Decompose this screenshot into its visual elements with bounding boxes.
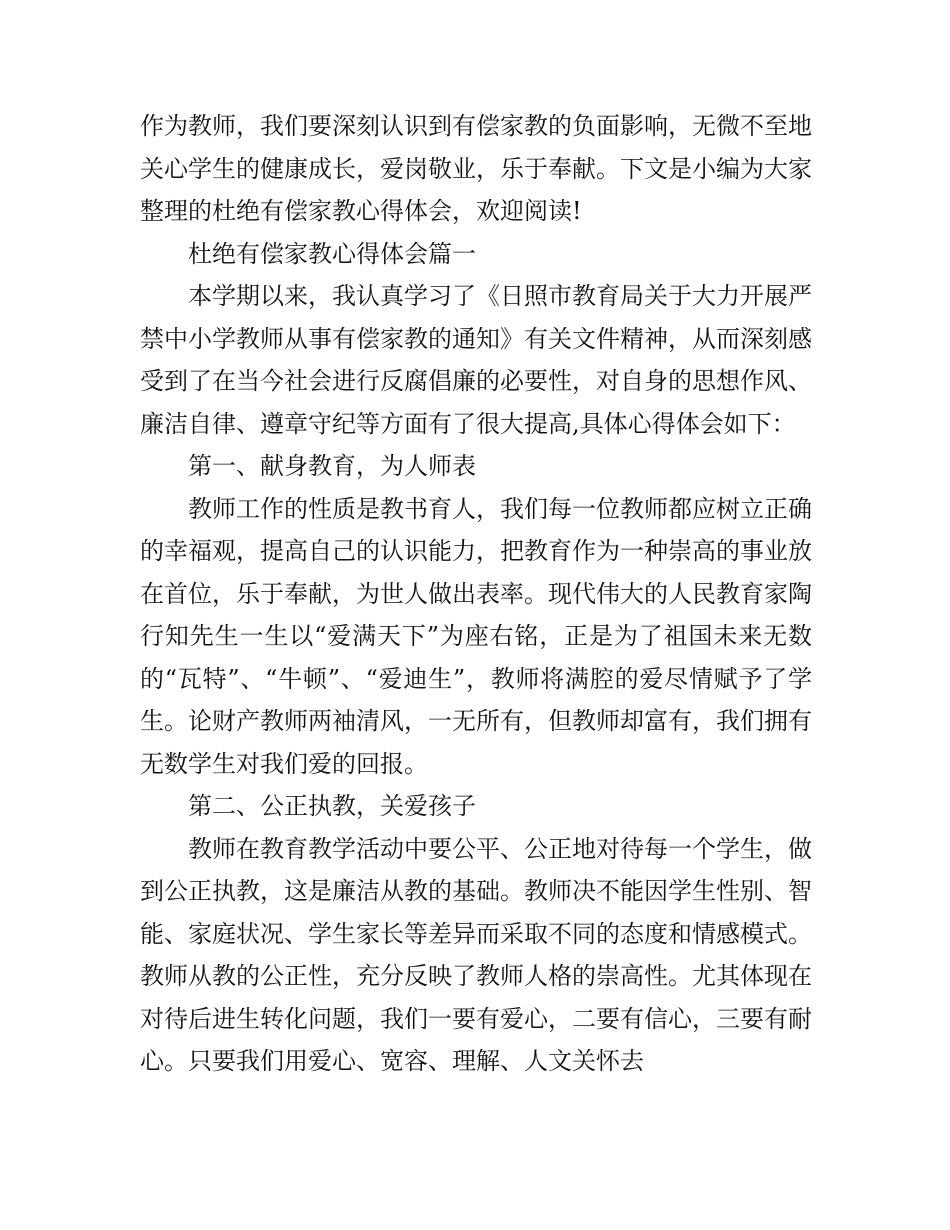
section-heading-part-one: 杜绝有偿家教心得体会篇一	[188, 239, 476, 268]
subheading-second-point: 第二、公正执教，关爱孩子	[188, 792, 476, 820]
body-paragraph-second-point: 教师在教育教学活动中要公平、公正地对待每一个学生，做到公正执教，这是廉洁从教的基础。教师决不能因学生性别、智能、家庭状况、学生家长等差异而采取不同的态度和情感模式。教师从教的公正性，充分反映了教师人格的崇高性。尤其体现在对待后进生转化问题，我们一要有爱心，二要有信心，三要有耐心。只要我们用爱心、宽容、理解、人文关怀去	[140, 834, 812, 1075]
body-paragraph-opening: 本学期以来，我认真学习了《日照市教育局关于大力开展严禁中小学教师从事有偿家教的通知》有关文件精神，从而深刻感受到了在当今社会进行反腐倡廉的必要性，对自身的思想作风、廉洁自律、遵章守纪等方面有了很大提高,具体心得体会如下：	[140, 282, 812, 438]
body-paragraph-first-point: 教师工作的性质是教书育人，我们每一位教师都应树立正确的幸福观，提高自己的认识能力，把教育作为一种崇高的事业放在首位，乐于奉献，为世人做出表率。现代伟大的人民教育家陶行知先生一生以“爱满天下”为座右铭，正是为了祖国未来无数的“瓦特”、“牛顿”、“爱迪生”，教师将满腔的爱尽情赋予了学生。论财产教师两袖清风，一无所有，但教师却富有，我们拥有无数学生对我们爱的回报。	[140, 494, 812, 778]
document-page	[140, 105, 812, 1083]
subheading-first-point: 第一、献身教育，为人师表	[188, 452, 476, 480]
intro-paragraph: 作为教师，我们要深刻认识到有偿家教的负面影响，无微不至地关心学生的健康成长，爱岗敬业，乐于奉献。下文是小编为大家整理的杜绝有偿家教心得体会，欢迎阅读!	[140, 112, 812, 225]
